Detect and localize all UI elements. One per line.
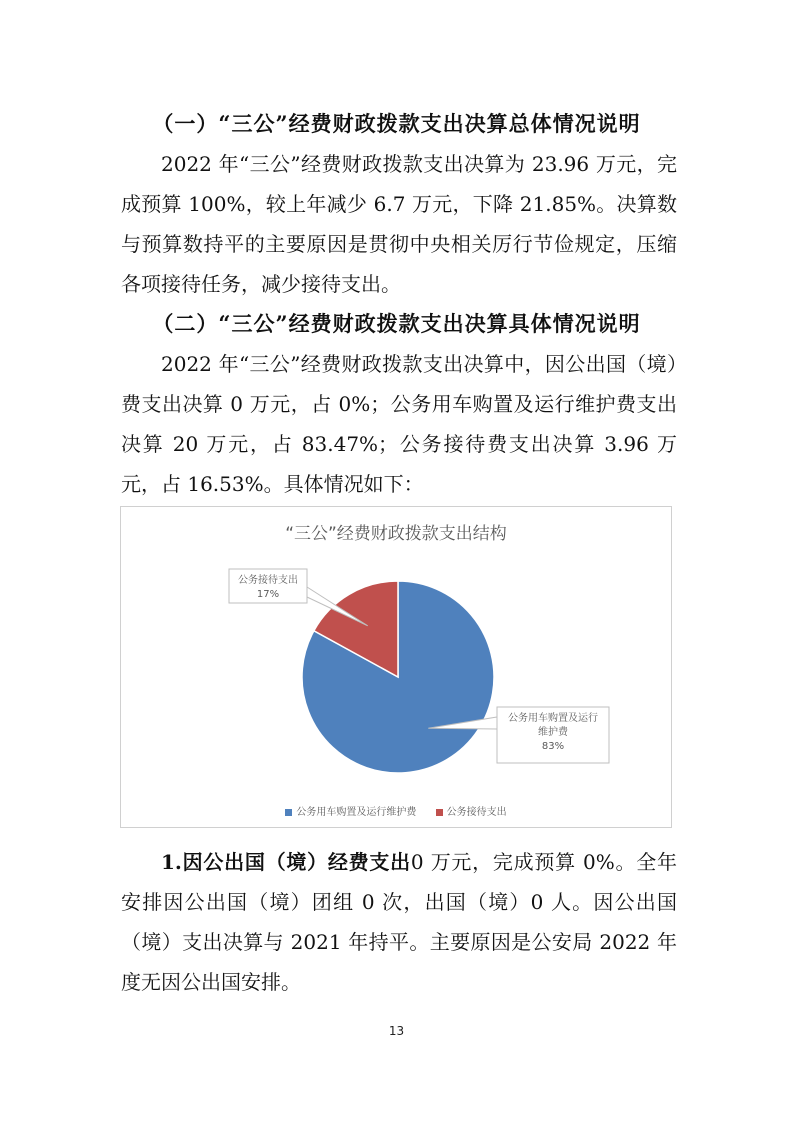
legend-item-reception: [436, 803, 507, 818]
section3-paragraph: [121, 842, 677, 1002]
data-label-vehicle-line-0: 公务用车购置及运行: [508, 713, 598, 724]
chart-legend: [121, 803, 671, 818]
section2-paragraph: 2022 年“三公”经费财政拨款支出决算中，因公出国（境）费支出决算 0 万元，占 0%；公务用车购置及运行维护费支出决算 20 万元，占 83.47%；公务接待费支出决算 3.96 万元，占 16.53%。具体情况如下：: [121, 352, 677, 496]
data-label-vehicle-line-2: 83%: [541, 741, 565, 752]
legend-label-reception: 公务接待支出: [446, 807, 507, 818]
pie-chart-frame: [120, 506, 672, 828]
section3-text: 0 万元，完成预算 0%。全年安排因公出国（境）团组 0 次，出国（境）0 人。因公出国（境）支出决算与 2021 年持平。主要原因是公安局 2022 年度无因公出国安排。: [121, 850, 677, 994]
data-label-reception-line-1: 17%: [256, 589, 280, 600]
section1-heading: （一）“三公”经费财政拨款支出决算总体情况说明: [152, 111, 641, 136]
section3-lead: 1.因公出国（境）经费支出: [161, 850, 411, 874]
legend-label-vehicle: 公务用车购置及运行维护费: [296, 807, 417, 818]
section1-paragraph: 2022 年“三公”经费财政拨款支出决算为 23.96 万元，完成预算 100%，较上年减少 6.7 万元，下降 21.85%。决算数与预算数持平的主要原因是贯彻中央相关厉行节俭规定，压缩各项接待任务，减少接待支出。: [121, 152, 677, 296]
chart-title: “三公”经费财政拨款支出结构: [285, 524, 507, 544]
data-label-vehicle-line-1: 维护费: [538, 727, 568, 738]
section2-heading: （二）“三公”经费财政拨款支出决算具体情况说明: [152, 311, 641, 336]
legend-swatch-vehicle: [285, 809, 292, 816]
data-label-reception-line-0: 公务接待支出: [238, 575, 298, 586]
pie-chart: [121, 507, 671, 827]
legend-swatch-reception: [436, 809, 443, 816]
legend-item-vehicle: [285, 803, 416, 818]
page-number: 13: [388, 1024, 405, 1038]
